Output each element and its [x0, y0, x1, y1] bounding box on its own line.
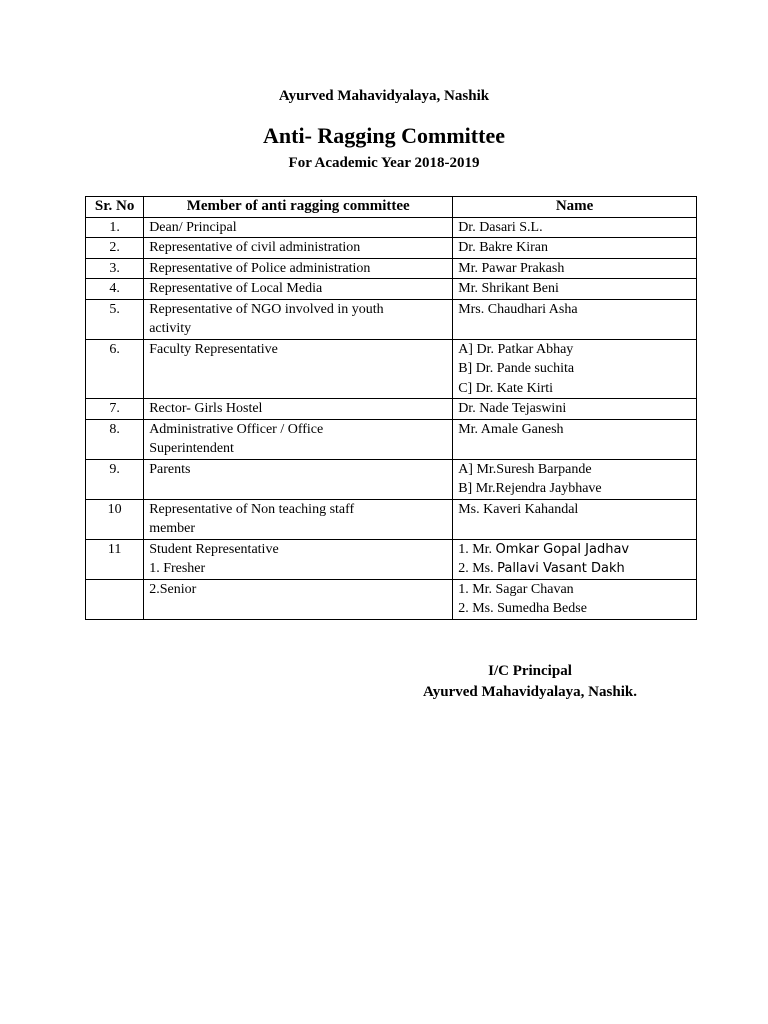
- member-role: Faculty Representative: [144, 339, 453, 399]
- college-name: Ayurved Mahavidyalaya, Nashik: [278, 88, 490, 104]
- member-role: Representative of Local Media: [144, 279, 453, 300]
- member-role: Dean/ Principal: [144, 217, 453, 238]
- sr-no: 1.: [86, 217, 144, 238]
- sr-no: 7.: [86, 399, 144, 420]
- page-title: Anti- Ragging Committee: [263, 123, 505, 148]
- sr-no: 8.: [86, 419, 144, 459]
- member-name: 1. Mr. Sagar Chavan 2. Ms. Sumedha Bedse: [453, 579, 697, 619]
- academic-year: For Academic Year 2018-2019: [288, 155, 480, 171]
- table-row: [86, 539, 697, 579]
- sr-no: 2.: [86, 238, 144, 259]
- member-name: Mr. Amale Ganesh: [453, 419, 697, 459]
- sr-no: 3.: [86, 258, 144, 279]
- table-row: [86, 217, 697, 238]
- member-role: Representative of Police administration: [144, 258, 453, 279]
- member-role: Rector- Girls Hostel: [144, 399, 453, 420]
- header-member: Member of anti ragging committee: [144, 197, 453, 218]
- member-name: A] Dr. Patkar Abhay B] Dr. Pande suchita C] Dr. Kate Kirti: [453, 339, 697, 399]
- member-role: 2.Senior: [144, 579, 453, 619]
- table-row: [86, 279, 697, 300]
- sr-no: 4.: [86, 279, 144, 300]
- student-fresher-name: Pallavi Vasant Dakh: [497, 561, 625, 576]
- member-name: Ms. Kaveri Kahandal: [453, 499, 697, 539]
- table-row: [86, 459, 697, 499]
- signatory-institution: Ayurved Mahavidyalaya, Nashik.: [423, 684, 637, 700]
- member-role: Administrative Officer / Office Superintendent: [144, 419, 453, 459]
- member-role: Representative of Non teaching staff member: [144, 499, 453, 539]
- member-name: Dr. Nade Tejaswini: [453, 399, 697, 420]
- header-name: Name: [453, 197, 697, 218]
- table-header-row: [86, 197, 697, 218]
- table-row: [86, 339, 697, 399]
- committee-table: [85, 196, 697, 620]
- header-sr-no: Sr. No: [86, 197, 144, 218]
- student-fresher-name: Omkar Gopal Jadhav: [495, 541, 630, 557]
- table-row: [86, 238, 697, 259]
- signature-block: [330, 661, 730, 703]
- table-row: [86, 258, 697, 279]
- table-row: [86, 419, 697, 459]
- member-name: 1. Mr. Omkar Gopal Jadhav 2. Ms. Pallavi Vasant Dakh: [453, 539, 697, 579]
- member-name: Dr. Bakre Kiran: [453, 238, 697, 259]
- sr-no: [86, 579, 144, 619]
- sr-no: 6.: [86, 339, 144, 399]
- member-name: A] Mr.Suresh Barpande B] Mr.Rejendra Jaybhave: [453, 459, 697, 499]
- table-row: [86, 579, 697, 619]
- member-name: Dr. Dasari S.L.: [453, 217, 697, 238]
- sr-no: 9.: [86, 459, 144, 499]
- table-row: [86, 499, 697, 539]
- member-name: Mr. Shrikant Beni: [453, 279, 697, 300]
- sr-no: 11: [86, 539, 144, 579]
- member-role: Student Representative 1. Fresher: [144, 539, 453, 579]
- table-row: [86, 299, 697, 339]
- sr-no: 5.: [86, 299, 144, 339]
- sr-no: 10: [86, 499, 144, 539]
- member-role: Parents: [144, 459, 453, 499]
- signatory-title: I/C Principal: [488, 663, 572, 679]
- member-role: Representative of civil administration: [144, 238, 453, 259]
- member-name: Mr. Pawar Prakash: [453, 258, 697, 279]
- member-role: Representative of NGO involved in youth activity: [144, 299, 453, 339]
- member-name: Mrs. Chaudhari Asha: [453, 299, 697, 339]
- table-row: [86, 399, 697, 420]
